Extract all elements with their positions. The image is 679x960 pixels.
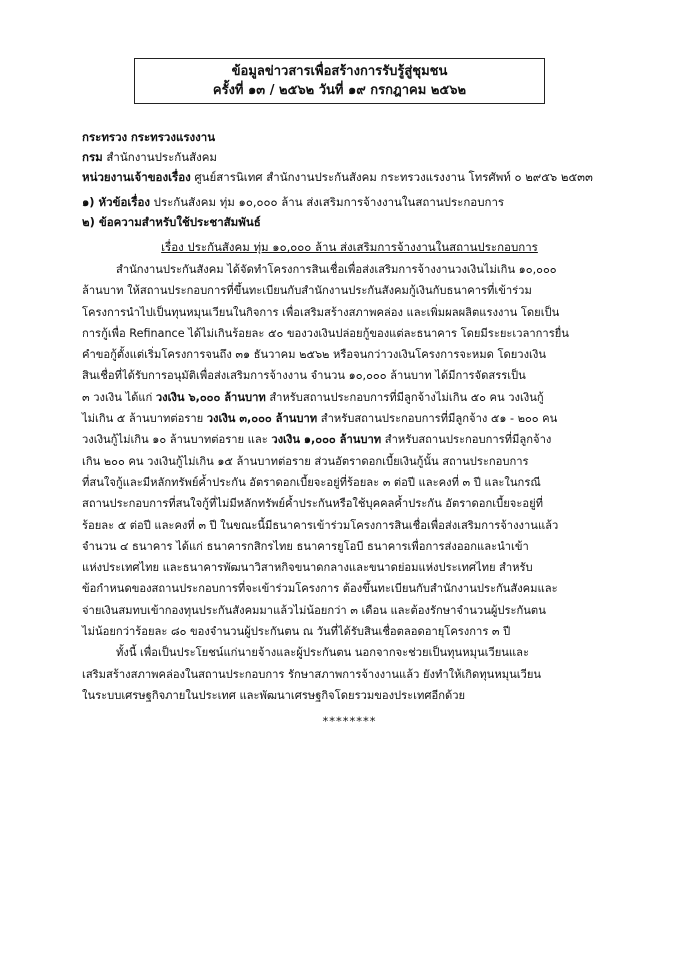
ministry-row: [82, 127, 642, 147]
article-heading: เรื่อง ประกันสังคม ทุ่ม ๑๐,๐๐๐ ล้าน ส่งเสริมการจ้างงานในสถานประกอบการ: [161, 240, 538, 254]
topic-value: ประกันสังคม ทุ่ม ๑๐,๐๐๐ ล้าน ส่งเสริมการจ้างงานในสถานประกอบการ: [153, 195, 505, 209]
ministry-value: กระทรวงแรงงาน: [130, 130, 216, 144]
body-line: คำขอกู้ตั้งแต่เริ่มโครงการจนถึง ๓๑ ธันวาคม ๒๕๖๒ หรือจนกว่าวงเงินโครงการจะหมด โดยวงเงิน: [82, 348, 546, 362]
ministry-label: กระทรวง: [82, 130, 128, 144]
title-box: [134, 58, 545, 104]
body-line: ร้อยละ ๕ ต่อปี และคงที่ ๓ ปี ในขณะนี้มีธนาคารเข้าร่วมโครงการสินเชื่อเพื่อส่งเสริมการจ้างงานแล้ว: [82, 518, 559, 532]
body-line: ที่สนใจกู้และมีหลักทรัพย์ค้ำประกัน อัตราดอกเบี้ยจะอยู่ที่ร้อยละ ๓ ต่อปี และคงที่ ๓ ปี และในกรณี: [82, 475, 541, 489]
amount-1000: วงเงิน ๑,๐๐๐ ล้านบาท: [271, 433, 382, 447]
body-text: สำหรับสถานประกอบการที่มีลูกจ้างไม่เกิน ๕๐ คน วงเงินกู้: [269, 390, 544, 404]
body-line: เกิน ๒๐๐ คน วงเงินกู้ไม่เกิน ๑๕ ล้านบาทต่อราย ส่วนอัตราดอกเบี้ยเงินกู้นั้น สถานประกอบการ: [82, 454, 529, 468]
body-line: ข้อกำหนดของสถานประกอบการที่จะเข้าร่วมโครงการ ต้องขึ้นทะเบียนกับสำนักงานประกันสังคมและ: [82, 582, 558, 596]
body-line: จำนวน ๔ ธนาคาร ได้แก่ ธนาคารกสิกรไทย ธนาคารยูโอบี ธนาคารเพื่อการส่งออกและนำเข้า: [82, 539, 529, 553]
body-text: สำหรับสถานประกอบการที่มีลูกจ้าง: [384, 433, 552, 447]
body-line: แห่งประเทศไทย และธนาคารพัฒนาวิสาหกิจขนาดกลางและขนาดย่อมแห่งประเทศไทย สำหรับ: [82, 561, 533, 575]
article-body: [82, 259, 617, 706]
body-line: ทั้งนี้ เพื่อเป็นประโยชน์แก่นายจ้างและผู้ประกันตน นอกจากจะช่วยเป็นทุนหมุนเวียนและ: [116, 646, 529, 660]
body-text: วงเงินกู้ไม่เกิน ๑๐ ล้านบาทต่อราย และ: [82, 433, 268, 447]
sections-block: [82, 192, 642, 232]
title-line-2: ครั้งที่ ๑๓ / ๒๕๖๒ วันที่ ๑๙ กรกฎาคม ๒๕๖๒: [212, 83, 467, 98]
end-marker: ********: [322, 714, 377, 728]
department-row: [82, 147, 642, 167]
body-line: เสริมสร้างสภาพคล่องในสถานประกอบการ รักษาสภาพการจ้างงานแล้ว ยังทำให้เกิดทุนหมุนเวียน: [82, 667, 542, 681]
body-text: สำหรับสถานประกอบการที่มีลูกจ้าง ๕๑ - ๒๐๐ คน: [320, 412, 558, 426]
department-label: กรม: [82, 150, 103, 164]
owner-row: [82, 167, 642, 187]
body-line: ไม่น้อยกว่าร้อยละ ๘๐ ของจำนวนผู้ประกันตน ณ วันที่ได้รับสินเชื่อตลอดอายุโครงการ ๓ ปี: [82, 625, 511, 639]
body-text: ๓ วงเงิน ได้แก่: [82, 390, 153, 404]
topic-label: ๑) หัวข้อเรื่อง: [82, 195, 150, 209]
meta-block: [82, 127, 642, 187]
body-line: การกู้เพื่อ Refinance ได้ไม่เกินร้อยละ ๕๐ ของวงเงินปล่อยกู้ของแต่ละธนาคาร โดยมีระยะเวลาการยื่น: [82, 326, 569, 340]
body-line: ล้านบาท ให้สถานประกอบการที่ขึ้นทะเบียนกับสำนักงานประกันสังคมกู้เงินกับธนาคารที่เข้าร่วม: [82, 284, 532, 298]
body-line: สินเชื่อที่ได้รับการอนุมัติเพื่อส่งเสริมการจ้างงาน จำนวน ๑๐,๐๐๐ ล้านบาท ได้มีการจัดสรรเป็น: [82, 369, 526, 383]
owner-value: ศูนย์สารนิเทศ สำนักงานประกันสังคม กระทรวงแรงงาน โทรศัพท์ ๐ ๒๙๕๖ ๒๕๓๓: [194, 170, 593, 184]
body-line: [82, 408, 617, 429]
body-line: [82, 429, 617, 450]
body-line: ในระบบเศรษฐกิจภายในประเทศ และพัฒนาเศรษฐกิจโดยรวมของประเทศอีกด้วย: [82, 688, 466, 702]
amount-6000: วงเงิน ๖,๐๐๐ ล้านบาท: [155, 390, 266, 404]
department-value: สำนักงานประกันสังคม: [106, 150, 218, 164]
amount-3000: วงเงิน ๓,๐๐๐ ล้านบาท: [206, 412, 318, 426]
body-line: สถานประกอบการที่สนใจกู้ที่ไม่มีหลักทรัพย์ค้ำประกันหรือใช้บุคคลค้ำประกัน อัตราดอกเบี้ยจะอยู่ที่: [82, 497, 543, 511]
owner-label: หน่วยงานเจ้าของเรื่อง: [82, 170, 191, 184]
title-line-1: ข้อมูลข่าวสารเพื่อสร้างการรับรู้สู่ชุมชน: [231, 64, 448, 79]
pr-label: ๒) ข้อความสำหรับใช้ประชาสัมพันธ์: [82, 215, 261, 229]
body-text: ไม่เกิน ๕ ล้านบาทต่อราย: [82, 412, 204, 426]
body-line: จ่ายเงินสมทบเข้ากองทุนประกันสังคมมาแล้วไม่น้อยกว่า ๓ เดือน และต้องรักษาจำนวนผู้ประกันตน: [82, 603, 546, 617]
body-line: [82, 387, 617, 408]
body-line: โครงการนำไปเป็นทุนหมุนเวียนในกิจการ เพื่อเสริมสร้างสภาพคล่อง และเพิ่มผลผลิตแรงงาน โดยเป็น: [82, 305, 560, 319]
body-line: สำนักงานประกันสังคม ได้จัดทำโครงการสินเชื่อเพื่อส่งเสริมการจ้างงานวงเงินไม่เกิน ๑๐,๐๐๐: [116, 263, 557, 276]
topic-row: [82, 192, 642, 212]
